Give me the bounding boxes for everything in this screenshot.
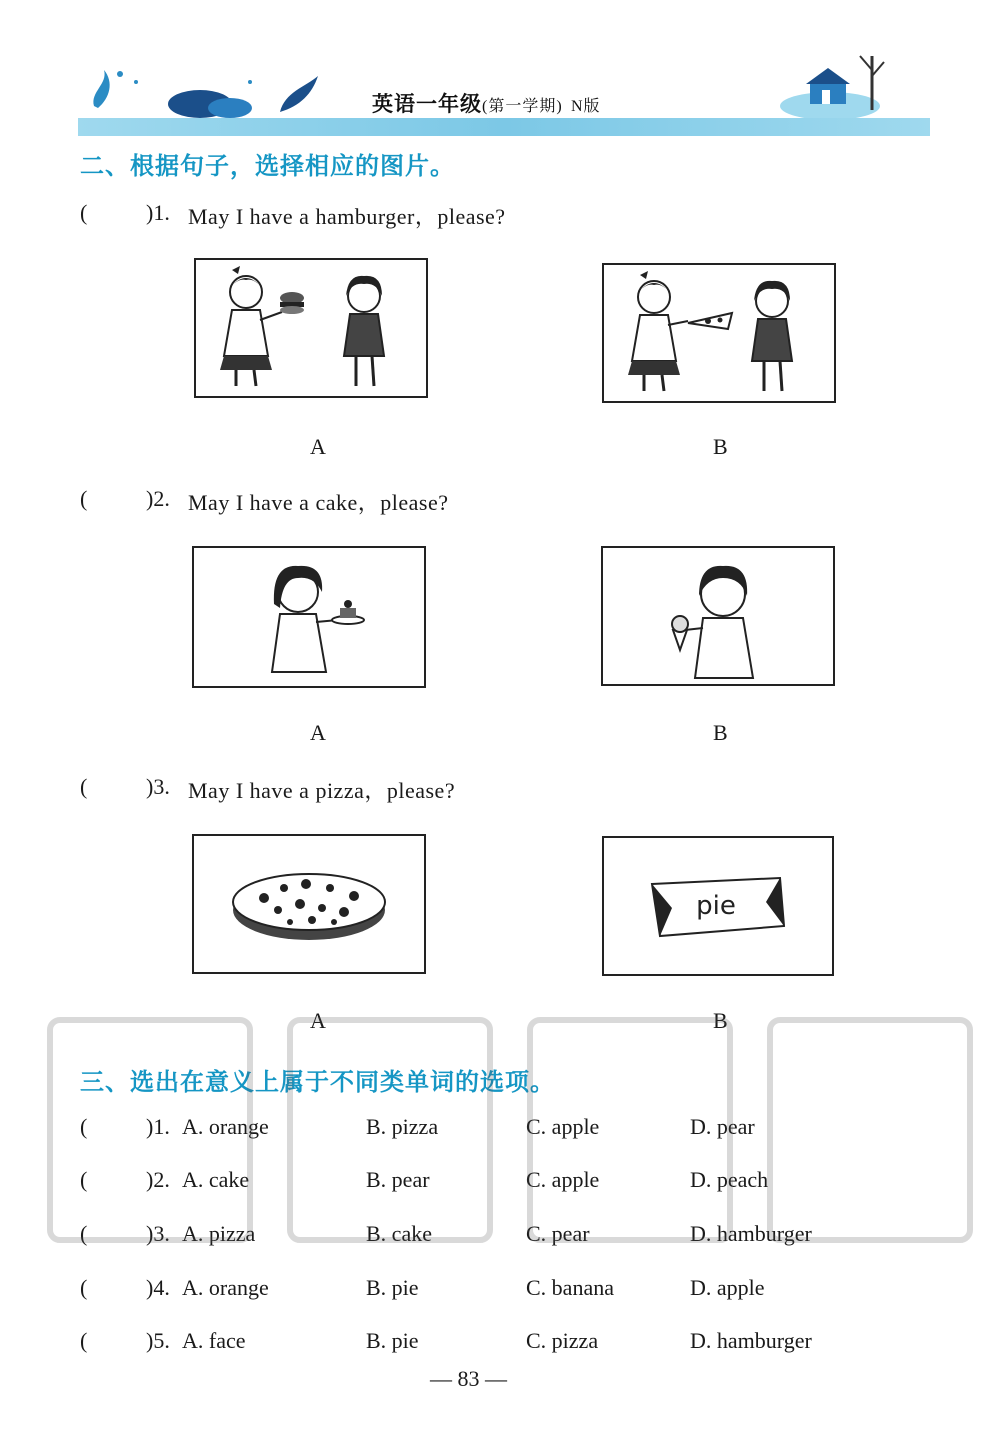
row-number: )1. [146,1114,170,1139]
splash-decoration-icon [80,62,340,122]
option-label-1b: B [713,434,728,459]
choice-row-2 [80,1167,960,1197]
choice-row-1 [80,1114,960,1144]
choice-b: B. pizza [366,1114,439,1139]
girl-with-cake-icon [194,548,424,686]
option-label-2b: B [713,720,728,745]
choice-b: B. cake [366,1221,432,1246]
question-text: May I have a pizza，please? [188,778,456,803]
question-number: )3. [146,774,170,799]
choice-c: C. apple [526,1167,600,1192]
choice-a: A. face [182,1328,246,1353]
picture-option-3b[interactable] [602,836,834,976]
choice-b: B. pie [366,1275,419,1300]
question-number: )1. [146,200,170,225]
choice-a: A. pizza [182,1221,256,1246]
answer-blank-open[interactable]: ( [80,1167,88,1192]
girl-offering-pizza-slice-icon [604,265,834,401]
answer-blank-open[interactable]: ( [80,774,88,799]
book-title: 英语一年级(第一学期) N版 [372,92,601,116]
picture-option-2b[interactable] [601,546,835,686]
choice-d: D. pear [690,1114,755,1139]
house-tree-decoration-icon [780,40,890,120]
row-number: )4. [146,1275,170,1300]
choice-c: C. banana [526,1275,614,1300]
answer-blank-open[interactable]: ( [80,1275,88,1300]
choice-d: D. peach [690,1167,769,1192]
choice-row-3 [80,1221,960,1251]
choice-a: A. orange [182,1275,269,1300]
answer-blank-open[interactable]: ( [80,1328,88,1353]
pie-label-card-icon [604,838,832,974]
picture-option-1a[interactable] [194,258,428,398]
row-number: )2. [146,1167,170,1192]
choice-d: D. apple [690,1275,765,1300]
question-text: May I have a hamburger，please? [188,204,506,229]
answer-blank-open[interactable]: ( [80,1221,88,1246]
choice-c: C. pear [526,1221,590,1246]
child-with-ice-cream-icon [603,548,833,684]
choice-b: B. pie [366,1328,419,1353]
choice-c: C. pizza [526,1328,599,1353]
choice-b: B. pear [366,1167,430,1192]
option-label-3b: B [713,1008,728,1033]
choice-row-4 [80,1275,960,1305]
choice-row-5 [80,1328,960,1358]
choice-d: D. hamburger [690,1328,812,1353]
header-band [78,118,930,136]
option-label-1a: A [310,434,326,459]
pie-word: pie [696,891,736,921]
answer-blank-open[interactable]: ( [80,486,88,511]
question-number: )2. [146,486,170,511]
row-number: )5. [146,1328,170,1353]
section-2-heading: 二、根据句子，选择相应的图片。 [80,152,455,180]
choice-a: A. cake [182,1167,250,1192]
option-label-3a: A [310,1008,326,1033]
picture-option-2a[interactable] [192,546,426,688]
picture-option-3a[interactable] [192,834,426,974]
choice-d: D. hamburger [690,1221,812,1246]
option-label-2a: A [310,720,326,745]
page-number: — 83 — [430,1366,507,1391]
picture-option-1b[interactable] [602,263,836,403]
girl-offering-hamburger-icon [196,260,426,396]
question-text: May I have a cake，please? [188,490,449,515]
answer-blank-open[interactable]: ( [80,200,88,225]
choice-a: A. orange [182,1114,269,1139]
choice-c: C. apple [526,1114,600,1139]
row-number: )3. [146,1221,170,1246]
section-3-heading: 三、选出在意义上属于不同类单词的选项。 [80,1068,555,1096]
answer-blank-open[interactable]: ( [80,1114,88,1139]
whole-pizza-icon [194,836,424,972]
